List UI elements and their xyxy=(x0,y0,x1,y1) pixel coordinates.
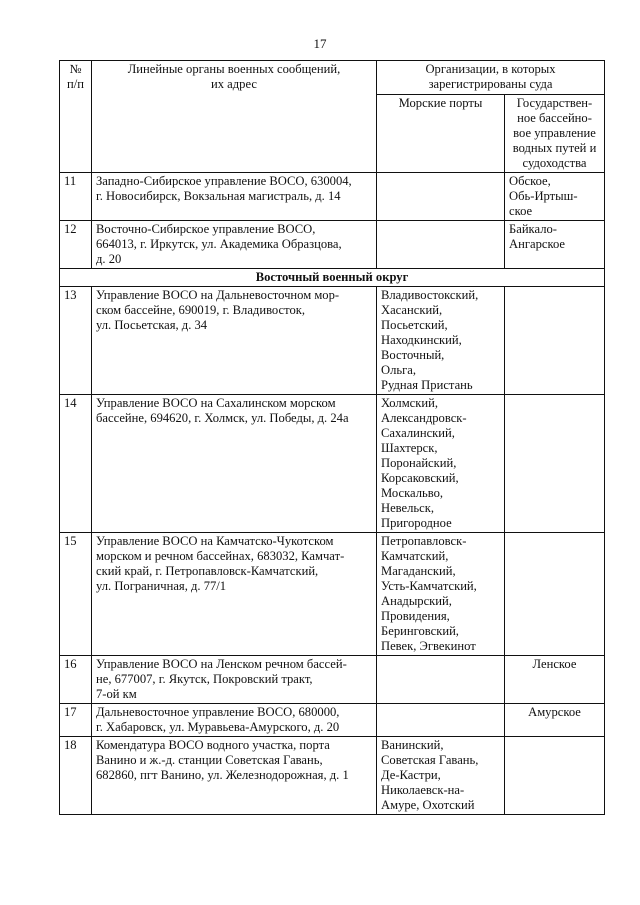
header-basin-admin: Государствен- ное бассейно- вое управление водных путей и судоходства xyxy=(505,95,605,173)
row-num: 11 xyxy=(60,173,92,221)
table-row xyxy=(60,704,605,737)
row-ports: Владивостокский, Хасанский, Посьетский, Находкинский, Восточный, Ольга, Рудная Пристань xyxy=(377,287,505,395)
row-ports: Петропавловск- Камчатский, Магаданский, Усть-Камчатский, Анадырский, Провидения, Беринговский, Певек, Эгвекинот xyxy=(377,533,505,656)
row-organ: Управление ВОСО на Сахалинском морском бассейне, 694620, г. Холмск, ул. Победы, д. 24а xyxy=(92,395,377,533)
table-row xyxy=(60,656,605,704)
row-num: 17 xyxy=(60,704,92,737)
row-ports xyxy=(377,656,505,704)
row-num: 15 xyxy=(60,533,92,656)
row-basin: Амурское xyxy=(505,704,605,737)
row-organ: Управление ВОСО на Ленском речном бассей- не, 677007, г. Якутск, Покровский тракт, 7-ой км xyxy=(92,656,377,704)
row-organ: Дальневосточное управление ВОСО, 680000, г. Хабаровск, ул. Муравьева-Амурского, д. 20 xyxy=(92,704,377,737)
row-num: 16 xyxy=(60,656,92,704)
row-ports xyxy=(377,221,505,269)
table-row xyxy=(60,395,605,533)
row-ports: Ванинский, Советская Гавань, Де-Кастри, Николаевск-на- Амуре, Охотский xyxy=(377,737,505,815)
header-num: № п/п xyxy=(60,61,92,173)
table-row xyxy=(60,533,605,656)
row-organ: Комендатура ВОСО водного участка, порта Ванино и ж.-д. станции Советская Гавань, 682860, пгт Ванино, ул. Железнодорожная, д. 1 xyxy=(92,737,377,815)
row-basin xyxy=(505,287,605,395)
table-row xyxy=(60,287,605,395)
header-organs: Линейные органы военных сообщений, их адрес xyxy=(92,61,377,173)
row-num: 18 xyxy=(60,737,92,815)
row-basin: Байкало- Ангарское xyxy=(505,221,605,269)
row-organ: Управление ВОСО на Дальневосточном мор- ском бассейне, 690019, г. Владивосток, ул. Посьетская, д. 34 xyxy=(92,287,377,395)
section-east-title: Восточный военный округ xyxy=(60,269,605,287)
row-ports: Холмский, Александровск- Сахалинский, Шахтерск, Поронайский, Корсаковский, Москальво, Невельск, Пригородное xyxy=(377,395,505,533)
table-row xyxy=(60,221,605,269)
row-basin xyxy=(505,737,605,815)
row-basin xyxy=(505,533,605,656)
row-organ: Западно-Сибирское управление ВОСО, 630004, г. Новосибирск, Вокзальная магистраль, д. 14 xyxy=(92,173,377,221)
row-num: 14 xyxy=(60,395,92,533)
row-basin xyxy=(505,395,605,533)
row-organ: Восточно-Сибирское управление ВОСО, 664013, г. Иркутск, ул. Академика Образцова, д. 20 xyxy=(92,221,377,269)
row-basin: Ленское xyxy=(505,656,605,704)
row-ports xyxy=(377,173,505,221)
row-organ: Управление ВОСО на Камчатско-Чукотском морском и речном бассейнах, 683032, Камчат- ский край, г. Петропавловск-Камчатский, ул. Пограничная, д. 77/1 xyxy=(92,533,377,656)
header-orgs-group: Организации, в которых зарегистрированы суда xyxy=(377,61,605,95)
table-row xyxy=(60,737,605,815)
military-communications-table xyxy=(59,60,605,815)
row-ports xyxy=(377,704,505,737)
row-num: 12 xyxy=(60,221,92,269)
header-sea-ports: Морские порты xyxy=(377,95,505,173)
section-row xyxy=(60,269,605,287)
row-basin: Обское, Обь-Иртыш- ское xyxy=(505,173,605,221)
row-num: 13 xyxy=(60,287,92,395)
page-number: 17 xyxy=(313,36,327,51)
table-row xyxy=(60,173,605,221)
